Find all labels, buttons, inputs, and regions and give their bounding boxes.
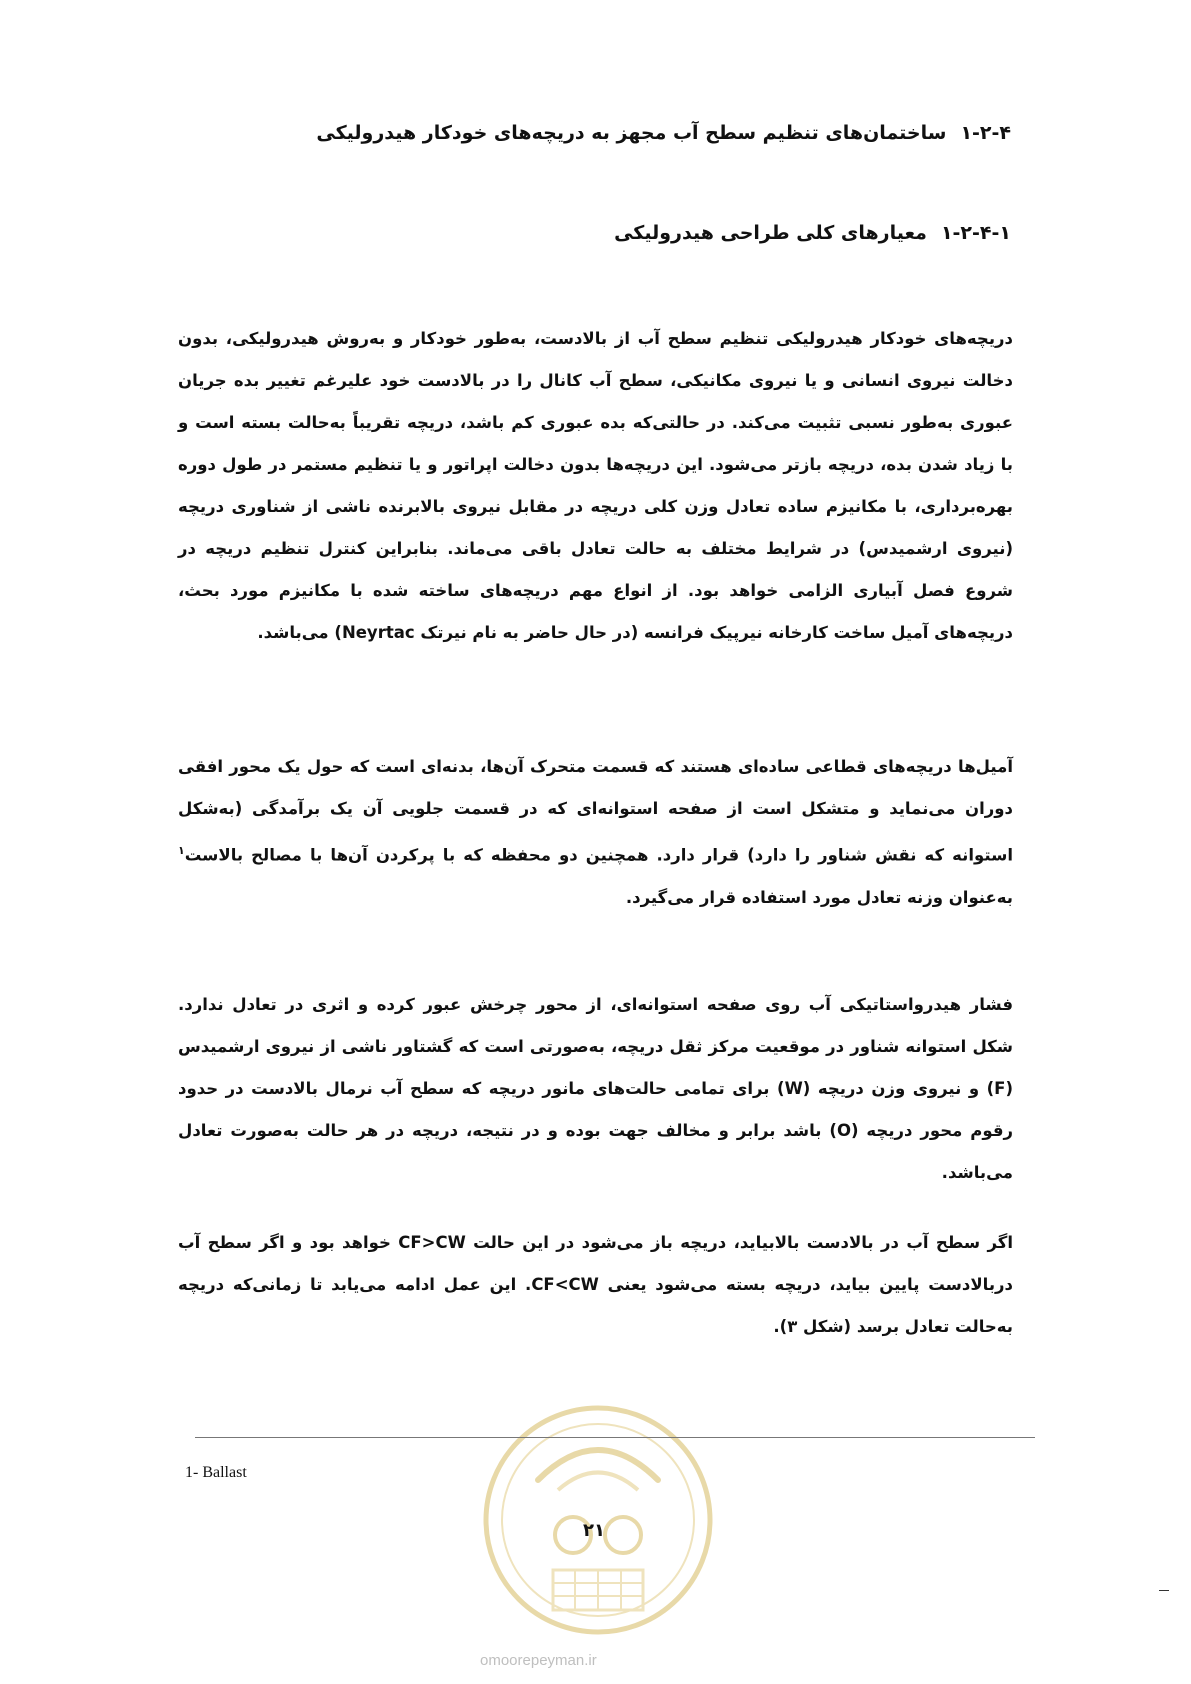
footnote-divider — [195, 1437, 1035, 1438]
watermark-text: omoorepeyman.ir — [480, 1652, 597, 1669]
page-number: ۲۱ — [583, 1520, 605, 1541]
subsection-title: معیارهای کلی طراحی هیدرولیکی — [614, 222, 927, 244]
subsection-heading — [614, 222, 1011, 244]
paragraph-4: اگر سطح آب در بالادست بالابیاید، دریچه باز می‌شود در این حالت CF>CW خواهد بود و اگر سطح آب دربالادست پایین بیاید، دریچه بسته می‌شود یعنی CF<CW. این عمل ادامه می‌یابد تا زمانی‌که دریچه به‌حالت تعادل برسد (شکل ۳). — [178, 1233, 1013, 1336]
section-heading — [316, 122, 1011, 144]
footnote: 1- Ballast — [185, 1464, 247, 1481]
section-title: ساختمان‌های تنظیم سطح آب مجهز به دریچه‌های خودکار هیدرولیکی — [316, 122, 947, 144]
paragraph-2 — [178, 746, 1013, 919]
paragraph-1: دریچه‌های خودکار هیدرولیکی تنظیم سطح آب از بالادست، به‌طور خودکار و به‌روش هیدرولیکی، بدون دخالت نیروی انسانی و یا نیروی مکانیکی، سطح آب کانال را در بالادست خود علیرغم تغییر بده جریان عبوری به‌طور نسبی تثبیت می‌کند. در حالتی‌که بده عبوری کم باشد، دریچه تقریباً به‌حالت بسته است و با زیاد شدن بده، دریچه بازتر می‌شود. این دریچه‌ها بدون دخالت اپراتور و یا تنظیم مستمر در طول دوره بهره‌برداری، با مکانیزم ساده تعادل وزن کلی دریچه در مقابل نیروی بالابرنده ناشی از شناوری دریچه (نیروی ارشمیدس) در شرایط مختلف به حالت تعادل باقی می‌ماند. بنابراین کنترل تنظیم دریچه در شروع فصل آبیاری الزامی خواهد بود. از انواع مهم دریچه‌های ساخته شده با مکانیزم مورد بحث، دریچه‌های آمیل ساخت کارخانه نیرپیک فرانسه (در حال حاضر به نام نیرتک Neyrtac) می‌باشد. — [178, 329, 1013, 642]
section-number: ۱-۲-۴ — [960, 122, 1011, 144]
paragraph-2-text-end: به‌عنوان وزنه تعادل مورد استفاده قرار می‌گیرد. — [625, 887, 1013, 907]
paragraph-2-text: آمیل‌ها دریچه‌های قطاعی ساده‌ای هستند که قسمت متحرک آن‌ها، بدنه‌ای است که حول یک محور افقی دوران می‌نماید و متشکل است از صفحه استوانه‌ای که در قسمت جلویی آن یک برآمدگی (به‌شکل استوانه که نقش شناور را دارد) قرار دارد. همچنین دو محفظه که با پرکردن آن‌ها با مصالح بالاست — [178, 757, 1013, 865]
footnote-marker: ۱ — [178, 844, 185, 857]
paragraph-3: فشار هیدرواستاتیکی آب روی صفحه استوانه‌ای، از محور چرخش عبور کرده و اثری در تعادل ندارد. شکل استوانه شناور در موقعیت مرکز ثقل دریچه، به‌صورتی است که گشتاور ناشی از نیروی ارشمیدس (F) و نیروی وزن دریچه (W) برای تمامی حالت‌های مانور دریچه که سطح آب نرمال بالادست در حدود رقوم محور دریچه (O) باشد برابر و مخالف جهت بوده و در نتیجه، دریچه در هر حالت به‌صورت تعادل می‌باشد. — [178, 995, 1013, 1182]
subsection-number: ۱-۲-۴-۱ — [940, 222, 1011, 244]
margin-dash — [1159, 1590, 1169, 1591]
